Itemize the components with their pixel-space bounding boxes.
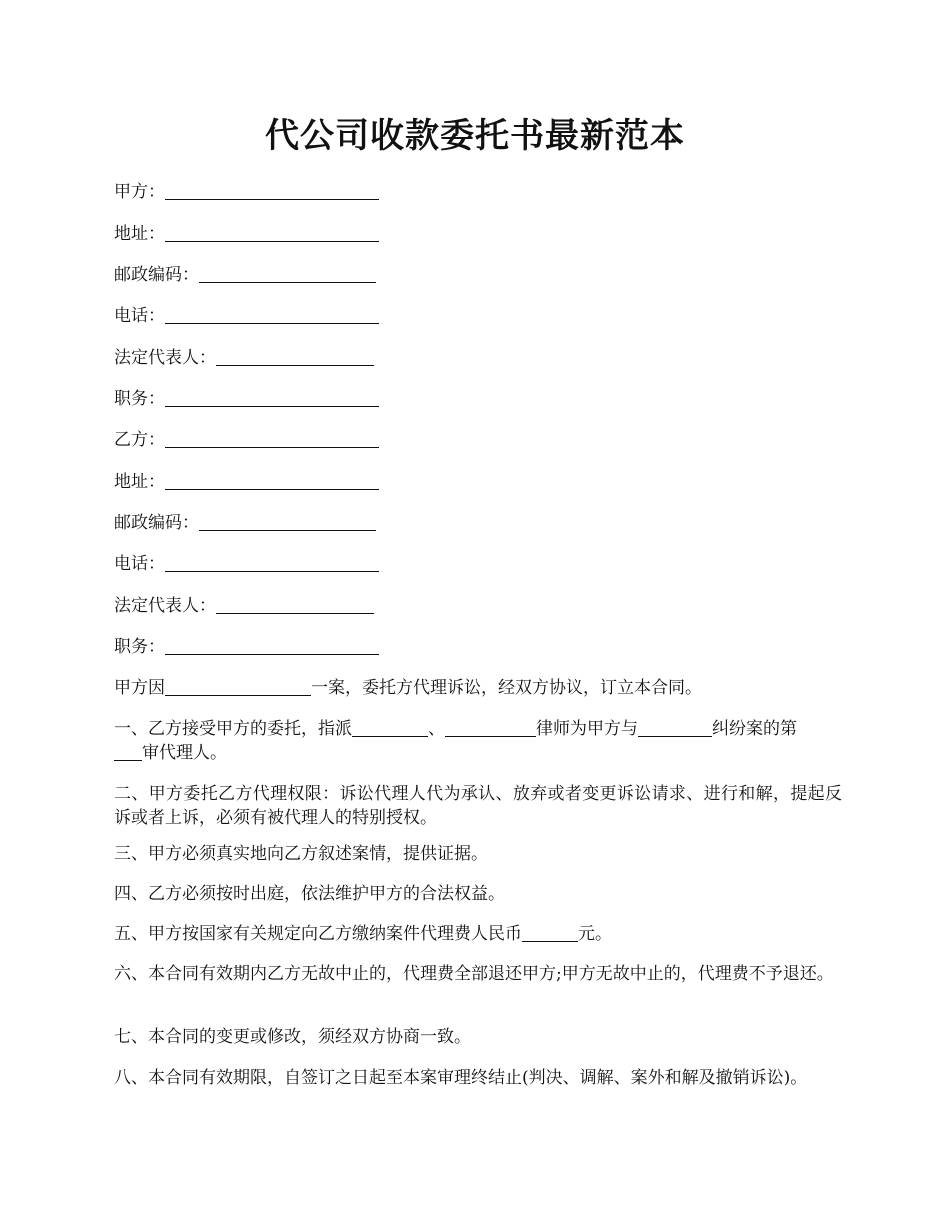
clause-5-text-2: 元。 [578, 924, 612, 944]
clause-1-text-3: 律师为甲方与 [536, 719, 638, 739]
intro-text-1: 甲方因 [114, 678, 165, 698]
lawyer-1-blank [352, 718, 428, 737]
clause-1-text-2: 、 [428, 719, 445, 739]
party-b-phone-label: 电话： [114, 554, 165, 574]
document-title: 代公司收款委托书最新范本 [265, 116, 685, 156]
party-a-address-field [114, 222, 379, 246]
party-b-position-field [114, 635, 379, 659]
party-a-address-label: 地址： [114, 224, 165, 244]
party-a-position-blank [165, 388, 379, 407]
party-b-name-blank [165, 429, 379, 448]
lawyer-2-blank [445, 718, 536, 737]
party-a-postal-label: 邮政编码： [114, 265, 199, 285]
clause-2-paragraph: 二、甲方委托乙方代理权限：诉讼代理人代为承认、放弃或者变更诉讼请求、进行和解，提起反诉或者上诉，必须有被代理人的特别授权。 [114, 784, 842, 828]
party-b-name-field [114, 428, 379, 452]
party-a-postal-field [114, 263, 376, 287]
case-name-blank [165, 677, 311, 696]
intro-text-2: 一案，委托方代理诉讼，经双方协议，订立本合同。 [311, 678, 702, 698]
party-b-position-label: 职务： [114, 637, 165, 657]
party-b-rep-blank [216, 595, 374, 614]
party-b-postal-label: 邮政编码： [114, 513, 199, 533]
clause-4-paragraph: 四、乙方必须按时出庭，依法维护甲方的合法权益。 [114, 884, 505, 904]
party-a-phone-field [114, 304, 379, 328]
clause-1-text-4: 纠纷案的第 [712, 719, 797, 739]
party-a-rep-blank [216, 347, 374, 366]
party-b-postal-blank [199, 512, 376, 531]
party-a-rep-field [114, 346, 374, 370]
party-a-position-field [114, 387, 379, 411]
party-a-name-blank [165, 181, 379, 200]
opposing-party-blank [638, 718, 712, 737]
clause-8-paragraph: 八、本合同有效期限，自签订之日起至本案审理终结止(判决、调解、案外和解及撤销诉讼)。 [114, 1068, 808, 1088]
clause-5-paragraph [114, 922, 842, 946]
party-b-rep-field [114, 594, 374, 618]
party-b-address-blank [165, 471, 379, 490]
party-a-rep-label: 法定代表人： [114, 348, 216, 368]
clause-1-paragraph [114, 717, 842, 765]
party-b-phone-field [114, 552, 379, 576]
party-a-postal-blank [199, 264, 376, 283]
clause-7-paragraph: 七、本合同的变更或修改，须经双方协商一致。 [114, 1027, 471, 1047]
party-b-address-label: 地址： [114, 472, 165, 492]
party-a-name-field [114, 180, 379, 204]
party-a-phone-label: 电话： [114, 306, 165, 326]
clause-3-paragraph: 三、甲方必须真实地向乙方叙述案情，提供证据。 [114, 844, 488, 864]
party-b-phone-blank [165, 553, 379, 572]
party-b-name-label: 乙方： [114, 430, 165, 450]
party-a-phone-blank [165, 305, 379, 324]
fee-amount-blank [522, 923, 578, 942]
party-b-postal-field [114, 511, 376, 535]
clause-6-paragraph: 六、本合同有效期内乙方无故中止的，代理费全部退还甲方;甲方无故中止的，代理费不予退还。 [114, 964, 834, 984]
intro-paragraph [114, 676, 842, 700]
clause-5-text-1: 五、甲方按国家有关规定向乙方缴纳案件代理费人民币 [114, 924, 522, 944]
party-a-address-blank [165, 223, 379, 242]
trial-level-blank [114, 742, 142, 761]
party-a-position-label: 职务： [114, 389, 165, 409]
party-b-position-blank [165, 636, 379, 655]
party-b-address-field [114, 470, 379, 494]
clause-1-text-1: 一、乙方接受甲方的委托，指派 [114, 719, 352, 739]
clause-1-text-5: 审代理人。 [142, 743, 227, 763]
party-a-name-label: 甲方： [114, 182, 165, 202]
party-b-rep-label: 法定代表人： [114, 596, 216, 616]
